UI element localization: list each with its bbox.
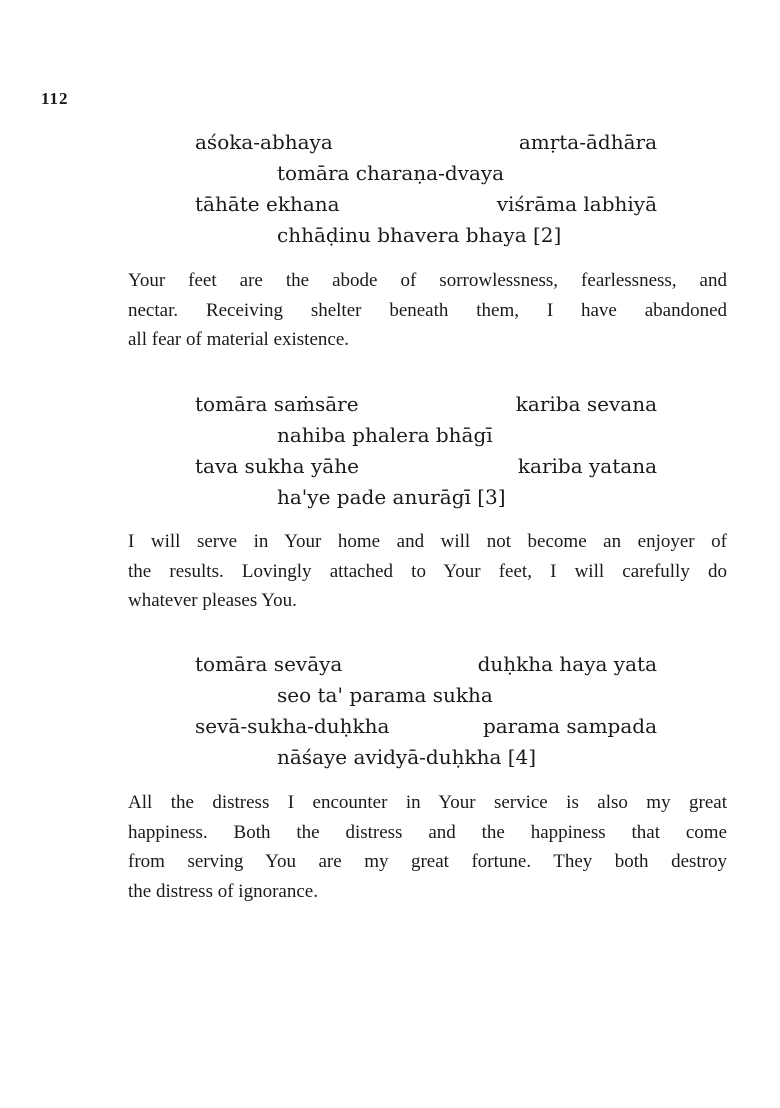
page-number: 112 [41,89,69,108]
verse-line [195,649,657,680]
verse-line [195,127,657,158]
prose-line: from serving You are my great fortune. They both destroy [128,851,727,872]
verse-line [195,389,657,420]
verse-half: amṛta-ādhāra [518,130,657,154]
prose-line: all fear of material existence. [128,329,350,350]
verse-half: tomāra saṁsāre [195,392,359,416]
prose-line: I will serve in Your home and will not become an enjoyer of [128,531,727,552]
translation-3 [128,527,727,616]
verse-line [195,189,657,220]
translation-4 [128,788,727,906]
verse-half: parama sampada [482,714,657,738]
verse-line: chhāḍinu bhavera bhaya [2] [277,223,562,247]
verse-half: tāhāte ekhana [195,192,340,216]
verse-4 [195,649,657,773]
verse-half: sevā-sukha-duḥkha [195,714,390,738]
verse-half: aśoka-abhaya [195,130,333,154]
prose-line: happiness. Both the distress and the happiness that come [128,821,727,843]
verse-half: tomāra sevāya [195,652,343,676]
verse-line: ha'ye pade anurāgī [3] [277,485,506,509]
verse-half: duḥkha haya yata [477,652,657,676]
verse-half: kariba sevana [515,392,657,416]
prose-line: the results. Lovingly attached to Your feet, I will carefully do [128,560,727,582]
verse-3 [195,389,657,513]
prose-line: nectar. Receiving shelter beneath them, I have abandoned [128,299,727,321]
verse-line [195,451,657,482]
verse-half: kariba yatana [517,454,657,478]
verse-line: nahiba phalera bhāgī [277,423,493,447]
verse-half: tava sukha yāhe [195,454,359,478]
verse-2 [195,127,657,251]
verse-half: viśrāma labhiyā [496,192,657,216]
prose-line: Your feet are the abode of sorrowlessness, fearlessness, and [128,270,727,291]
verse-line: tomāra charaṇa-dvaya [277,161,505,185]
prose-line: All the distress I encounter in Your service is also my great [128,792,727,813]
translation-2 [128,266,727,355]
verse-line: nāśaye avidyā-duḥkha [4] [277,745,537,769]
prose-line: whatever pleases You. [128,590,297,611]
verse-line [195,711,657,742]
prose-line: the distress of ignorance. [128,880,318,902]
verse-line: seo ta' parama sukha [277,683,493,707]
